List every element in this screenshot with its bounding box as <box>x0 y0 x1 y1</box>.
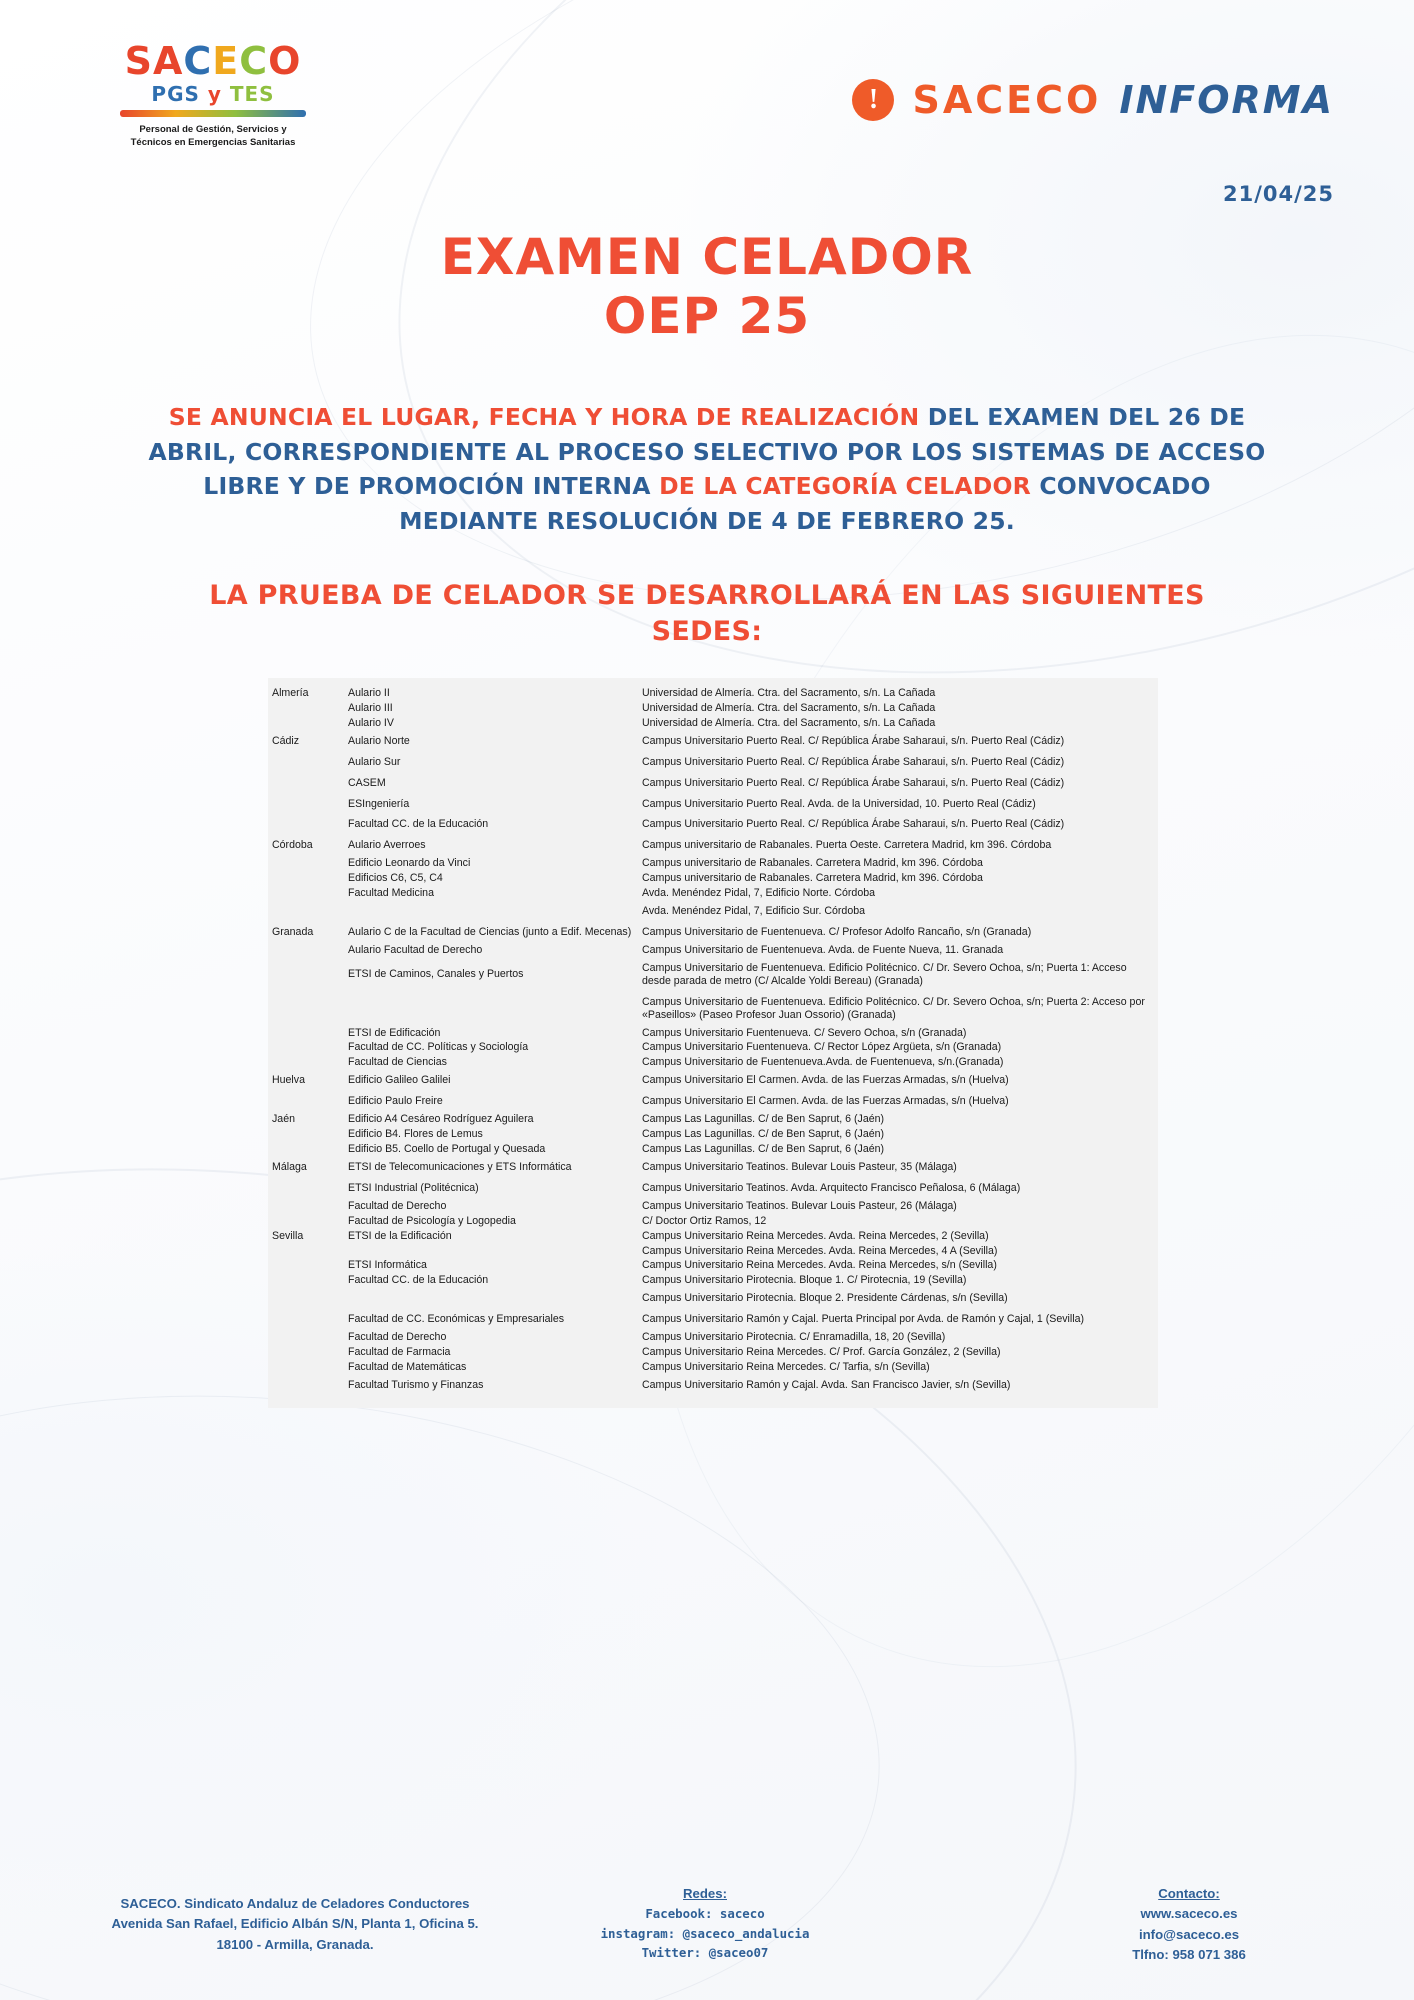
table-cell-venue: Edificio B4. Flores de Lemus <box>348 1128 483 1141</box>
table-cell-address: Campus universitario de Rabanales. Puerta Oeste. Carretera Madrid, km 396. Córdoba <box>642 839 1052 852</box>
table-row <box>268 901 1158 922</box>
table-cell-province <box>268 1055 344 1070</box>
table-row <box>268 1360 1158 1375</box>
table-cell-address: Campus Universitario Teatinos. Bulevar Louis Pasteur, 35 (Málaga) <box>642 1160 957 1173</box>
table-cell-address: Campus Universitario Reina Mercedes. Avda. Reina Mercedes, s/n (Sevilla) <box>642 1259 997 1272</box>
page-title-line2: OEP 25 <box>603 287 811 345</box>
footer-phone: Tlfno: 958 071 386 <box>1132 1947 1246 1963</box>
table-cell-address: Campus Universitario de Fuentenueva. Avda. de Fuente Nueva, 11. Granada <box>642 943 1004 956</box>
table-cell-province <box>268 1026 344 1041</box>
table-cell-venue: Facultad Medicina <box>348 887 434 900</box>
table-cell-province <box>268 1345 344 1360</box>
brand-header <box>852 78 1334 122</box>
table-cell-province <box>268 1127 344 1142</box>
table-cell-province <box>268 856 344 871</box>
page-title <box>0 228 1414 346</box>
table-row <box>268 1375 1158 1396</box>
table-cell-address: Campus universitario de Rabanales. Carretera Madrid, km 396. Córdoba <box>642 872 983 885</box>
logo-tagline-line1: Personal de Gestión, Servicios y <box>139 124 287 135</box>
table-row <box>268 1142 1158 1157</box>
table-cell-venue: ESIngeniería <box>348 797 410 810</box>
table-cell-address: Universidad de Almería. Ctra. del Sacramento, s/n. La Cañada <box>642 716 936 729</box>
footer-org-name: SACECO. Sindicato Andaluz de Celadores Conductores <box>120 1896 470 1911</box>
footer-email[interactable]: info@saceco.es <box>1138 1926 1240 1942</box>
saceco-logo <box>78 39 348 150</box>
table-cell-address: Campus Universitario Reina Mercedes. C/ Tarfia, s/n (Sevilla) <box>642 1360 930 1373</box>
intro-segment-1: SE ANUNCIA EL LUGAR, FECHA Y HORA DE REALIZACIÓN <box>168 403 920 431</box>
table-cell-province <box>268 716 344 731</box>
logo-color-bar <box>120 110 306 117</box>
table-cell-address: Campus Universitario de Fuentenueva. Edificio Politécnico. C/ Dr. Severo Ochoa, s/n; Puerta 2: Acceso por «Paseillos» (Paseo Profesor Juan Ossorio) (Granada) <box>642 995 1145 1021</box>
table-row <box>268 814 1158 835</box>
table-cell-venue: Facultad de CC. Políticas y Sociología <box>348 1041 529 1054</box>
table-cell-address: Campus Las Lagunillas. C/ de Ben Saprut, 6 (Jaén) <box>642 1128 885 1141</box>
table-cell-venue: ETSI de Caminos, Canales y Puertos <box>348 968 524 981</box>
table-cell-province <box>268 1244 344 1259</box>
table-row <box>268 794 1158 815</box>
table-cell-province <box>268 752 344 773</box>
table-cell-province: Almería <box>272 687 309 699</box>
table-cell-venue <box>344 1244 638 1259</box>
table-cell-address: Campus Universitario Pirotecnia. C/ Enramadilla, 18, 20 (Sevilla) <box>642 1331 946 1344</box>
table-cell-venue: Aulario Norte <box>348 734 410 747</box>
table-cell-address: C/ Doctor Ortiz Ramos, 12 <box>642 1214 767 1227</box>
footer-facebook[interactable]: Facebook: saceco <box>645 1906 765 1922</box>
table-cell-venue: ETSI Informática <box>348 1259 427 1272</box>
table-row <box>268 992 1158 1026</box>
table-row <box>268 1330 1158 1345</box>
table-row <box>268 1070 1158 1091</box>
logo-tagline <box>78 124 348 150</box>
table-cell-address: Campus Universitario Ramón y Cajal. Puerta Principal por Avda. de Ramón y Cajal, 1 (Sevilla) <box>642 1313 1084 1326</box>
table-cell-address: Campus Universitario Fuentenueva. C/ Rector López Argüeta, s/n (Granada) <box>642 1041 1002 1054</box>
table-cell-province <box>268 1142 344 1157</box>
table-row <box>268 1199 1158 1214</box>
table-row <box>268 835 1158 856</box>
table-cell-province <box>268 814 344 835</box>
table-cell-address: Campus Universitario Reina Mercedes. Avda. Reina Mercedes, 4 A (Sevilla) <box>642 1244 998 1257</box>
table-cell-address: Campus Universitario Teatinos. Bulevar Louis Pasteur, 26 (Málaga) <box>642 1199 957 1212</box>
table-cell-address: Campus Universitario Puerto Real. Avda. de la Universidad, 10. Puerto Real (Cádiz) <box>642 797 1036 810</box>
table-cell-venue: Aulario C de la Facultad de Ciencias (junto a Edif. Mecenas) <box>348 925 632 938</box>
table-row <box>268 1229 1158 1244</box>
table-cell-province <box>268 1214 344 1229</box>
table-cell-venue: Facultad de Derecho <box>348 1331 447 1344</box>
table-cell-province <box>268 1309 344 1330</box>
table-cell-address: Campus Universitario de Fuentenueva.Avda. de Fuentenueva, s/n.(Granada) <box>642 1056 1004 1069</box>
table-cell-address: Campus Universitario Reina Mercedes. Avda. Reina Mercedes, 2 (Sevilla) <box>642 1229 989 1242</box>
table-cell-address: Campus Universitario Pirotecnia. Bloque 1. C/ Pirotecnia, 19 (Sevilla) <box>642 1274 967 1287</box>
footer-city: 18100 - Armilla, Granada. <box>216 1936 374 1952</box>
table-cell-venue: Aulario IV <box>348 716 394 729</box>
table-cell-address: Campus Universitario de Fuentenueva. Edificio Politécnico. C/ Dr. Severo Ochoa, s/n; Puerta 1: Acceso desde parada de metro (C/ Alcalde Yoldi Bereau) (Granada) <box>642 961 1127 987</box>
logo-tes: TES <box>229 82 275 106</box>
table-cell-province <box>268 886 344 901</box>
table-row <box>268 1040 1158 1055</box>
table-cell-address: Universidad de Almería. Ctra. del Sacramento, s/n. La Cañada <box>642 701 936 714</box>
table-cell-address: Campus Universitario Puerto Real. C/ República Árabe Saharaui, s/n. Puerto Real (Cádiz) <box>642 755 1065 768</box>
table-cell-venue: Aulario III <box>348 701 393 714</box>
table-cell-province: Málaga <box>272 1160 307 1173</box>
table-cell-address: Campus Universitario Puerto Real. C/ República Árabe Saharaui, s/n. Puerto Real (Cádiz) <box>642 818 1065 831</box>
table-row <box>268 773 1158 794</box>
table-cell-address: Avda. Menéndez Pidal, 7, Edificio Norte. Córdoba <box>642 887 876 900</box>
footer-contact <box>1024 1884 1354 1966</box>
table-cell-address: Campus Las Lagunillas. C/ de Ben Saprut, 6 (Jaén) <box>642 1113 885 1126</box>
table-row <box>268 1157 1158 1178</box>
table-cell-address: Campus Universitario Puerto Real. C/ República Árabe Saharaui, s/n. Puerto Real (Cádiz) <box>642 734 1065 747</box>
subtitle: LA PRUEBA DE CELADOR SE DESARROLLARÁ EN LAS SIGUIENTES SEDES: <box>209 580 1205 648</box>
table-cell-province <box>268 1040 344 1055</box>
table-cell-address: Avda. Menéndez Pidal, 7, Edificio Sur. Córdoba <box>642 905 865 918</box>
table-row <box>268 701 1158 716</box>
table-cell-venue: Facultad CC. de la Educación <box>348 818 489 831</box>
publication-date: 21/04/25 <box>1222 182 1334 206</box>
logo-tagline-line2: Técnicos en Emergencias Sanitarias <box>130 136 296 148</box>
table-cell-venue <box>344 992 638 1026</box>
sedes-table <box>268 686 1158 1396</box>
table-cell-province <box>268 992 344 1026</box>
footer-contact-title: Contacto: <box>1158 1886 1220 1901</box>
table-row <box>268 871 1158 886</box>
page-title-line1: EXAMEN CELADOR <box>440 228 974 286</box>
footer-social-title: Redes: <box>683 1886 727 1901</box>
table-cell-province <box>268 958 344 992</box>
table-cell-province: Córdoba <box>272 839 313 852</box>
table-cell-venue: Facultad de Matemáticas <box>348 1360 467 1373</box>
table-cell-province <box>268 1178 344 1199</box>
table-cell-venue: Facultad de Ciencias <box>348 1056 447 1069</box>
table-row <box>268 958 1158 992</box>
table-row <box>268 1258 1158 1273</box>
intro-paragraph <box>130 400 1284 538</box>
table-cell-province <box>268 1375 344 1396</box>
footer-twitter[interactable]: Twitter: @saceo07 <box>641 1944 769 1960</box>
brand-informa: INFORMA <box>1119 78 1334 122</box>
table-cell-venue: Facultad de Derecho <box>348 1199 447 1212</box>
table-cell-venue: Edificio B5. Coello de Portugal y Quesada <box>348 1142 546 1155</box>
table-row <box>268 686 1158 701</box>
table-cell-address: Campus Universitario El Carmen. Avda. de las Fuerzas Armadas, s/n (Huelva) <box>642 1095 1009 1108</box>
table-row <box>268 731 1158 752</box>
table-cell-address: Campus Universitario El Carmen. Avda. de las Fuerzas Armadas, s/n (Huelva) <box>642 1074 1009 1087</box>
table-cell-venue: Aulario Averroes <box>348 839 426 852</box>
table-cell-address: Universidad de Almería. Ctra. del Sacramento, s/n. La Cañada <box>642 687 936 699</box>
table-cell-address: Campus Universitario Ramón y Cajal. Avda. San Francisco Javier, s/n (Sevilla) <box>642 1378 1011 1391</box>
table-cell-venue: Facultad de Psicología y Logopedia <box>348 1214 516 1227</box>
footer-street: Avenida San Rafael, Edificio Albán S/N, Planta 1, Oficina 5. <box>111 1916 479 1932</box>
table-cell-venue: Edificio Leonardo da Vinci <box>348 857 471 870</box>
table-cell-venue: CASEM <box>348 776 386 789</box>
table-row <box>268 1273 1158 1288</box>
intro-segment-2: DEL EXAMEN DEL 26 DE ABRIL, CORRESPONDIENTE AL PROCESO SELECTIVO POR LOS SISTEMAS DE ACCESO LIBRE Y DE PROMOCIÓN INTERNA <box>148 403 1266 501</box>
table-cell-province <box>268 1199 344 1214</box>
table-row <box>268 1309 1158 1330</box>
table-row <box>268 1055 1158 1070</box>
table-cell-province <box>268 901 344 922</box>
table-cell-address: Campus Universitario Reina Mercedes. C/ Prof. García González, 2 (Sevilla) <box>642 1346 1001 1359</box>
table-row <box>268 922 1158 943</box>
table-cell-province <box>268 943 344 958</box>
table-cell-province: Jaén <box>272 1113 295 1126</box>
footer-instagram[interactable]: instagram: @saceco_andalucia <box>600 1925 810 1941</box>
table-row <box>268 943 1158 958</box>
table-row <box>268 1345 1158 1360</box>
table-cell-venue: Edificio Galileo Galilei <box>348 1074 451 1087</box>
intro-segment-4: CONVOCADO MEDIANTE RESOLUCIÓN DE 4 DE FEBRERO 25. <box>399 472 1211 535</box>
table-cell-venue: Facultad Turismo y Finanzas <box>348 1378 484 1391</box>
table-cell-province <box>268 1288 344 1309</box>
table-cell-province: Sevilla <box>272 1229 304 1242</box>
table-cell-venue: ETSI de Edificación <box>348 1026 441 1039</box>
table-cell-province: Cádiz <box>272 734 300 747</box>
table-cell-venue: ETSI Industrial (Politécnica) <box>348 1181 479 1194</box>
table-cell-venue: Facultad de Farmacia <box>348 1346 451 1359</box>
table-cell-province <box>268 1091 344 1112</box>
logo-y: y <box>207 82 222 106</box>
table-row <box>268 716 1158 731</box>
table-row <box>268 1091 1158 1112</box>
footer-website[interactable]: www.saceco.es <box>1140 1906 1238 1922</box>
exclamation-icon: ! <box>852 79 894 121</box>
table-cell-venue: Facultad de CC. Económicas y Empresariales <box>348 1313 565 1326</box>
footer-address <box>60 1894 530 1955</box>
table-cell-province <box>268 1258 344 1273</box>
brand-name: SACECO <box>912 78 1102 122</box>
table-cell-province: Granada <box>272 925 314 938</box>
table-cell-province <box>268 871 344 886</box>
table-cell-province <box>268 701 344 716</box>
footer <box>0 1872 1414 2000</box>
logo-wordmark: SACECO <box>124 39 302 83</box>
table-cell-venue: Edificios C6, C5, C4 <box>348 872 443 885</box>
footer-social <box>470 1884 940 1962</box>
table-cell-province <box>268 1360 344 1375</box>
table-cell-province: Huelva <box>272 1074 305 1087</box>
table-cell-address: Campus Universitario Teatinos. Avda. Arquitecto Francisco Peñalosa, 6 (Málaga) <box>642 1181 1021 1194</box>
logo-pgs: PGS <box>151 82 200 106</box>
table-cell-province <box>268 794 344 815</box>
intro-segment-3: DE LA CATEGORÍA CELADOR <box>659 472 1031 501</box>
table-cell-venue: Edificio A4 Cesáreo Rodríguez Aguilera <box>348 1113 534 1126</box>
table-row <box>268 1112 1158 1127</box>
table-cell-address: Campus Las Lagunillas. C/ de Ben Saprut, 6 (Jaén) <box>642 1142 885 1155</box>
table-cell-province <box>268 1273 344 1288</box>
table-cell-venue: ETSI de Telecomunicaciones y ETS Informática <box>348 1160 572 1173</box>
table-cell-venue: Aulario II <box>348 687 390 699</box>
table-cell-venue: Aulario Facultad de Derecho <box>348 943 483 956</box>
table-row <box>268 1244 1158 1259</box>
table-row <box>268 1127 1158 1142</box>
table-row <box>268 1178 1158 1199</box>
table-row <box>268 1288 1158 1309</box>
table-row <box>268 1026 1158 1041</box>
table-row <box>268 886 1158 901</box>
table-row <box>268 856 1158 871</box>
sedes-table-card <box>268 678 1158 1408</box>
table-cell-address: Campus Universitario Pirotecnia. Bloque 2. Presidente Cárdenas, s/n (Sevilla) <box>642 1292 1008 1305</box>
table-cell-venue: Facultad CC. de la Educación <box>348 1274 489 1287</box>
table-cell-address: Campus Universitario Puerto Real. C/ República Árabe Saharaui, s/n. Puerto Real (Cádiz) <box>642 776 1065 789</box>
table-cell-venue: ETSI de la Edificación <box>348 1229 452 1242</box>
table-cell-venue: Aulario Sur <box>348 755 401 768</box>
table-cell-venue: Edificio Paulo Freire <box>348 1095 443 1108</box>
table-cell-venue <box>344 901 638 922</box>
table-cell-province <box>268 1330 344 1345</box>
table-cell-address: Campus Universitario de Fuentenueva. C/ Profesor Adolfo Rancaño, s/n (Granada) <box>642 925 1032 938</box>
table-row <box>268 1214 1158 1229</box>
table-cell-address: Campus universitario de Rabanales. Carretera Madrid, km 396. Córdoba <box>642 857 983 870</box>
table-cell-venue <box>344 1288 638 1309</box>
table-row <box>268 752 1158 773</box>
logo-subwordmark <box>78 82 348 106</box>
table-cell-address: Campus Universitario Fuentenueva. C/ Severo Ochoa, s/n (Granada) <box>642 1026 967 1039</box>
table-cell-province <box>268 773 344 794</box>
